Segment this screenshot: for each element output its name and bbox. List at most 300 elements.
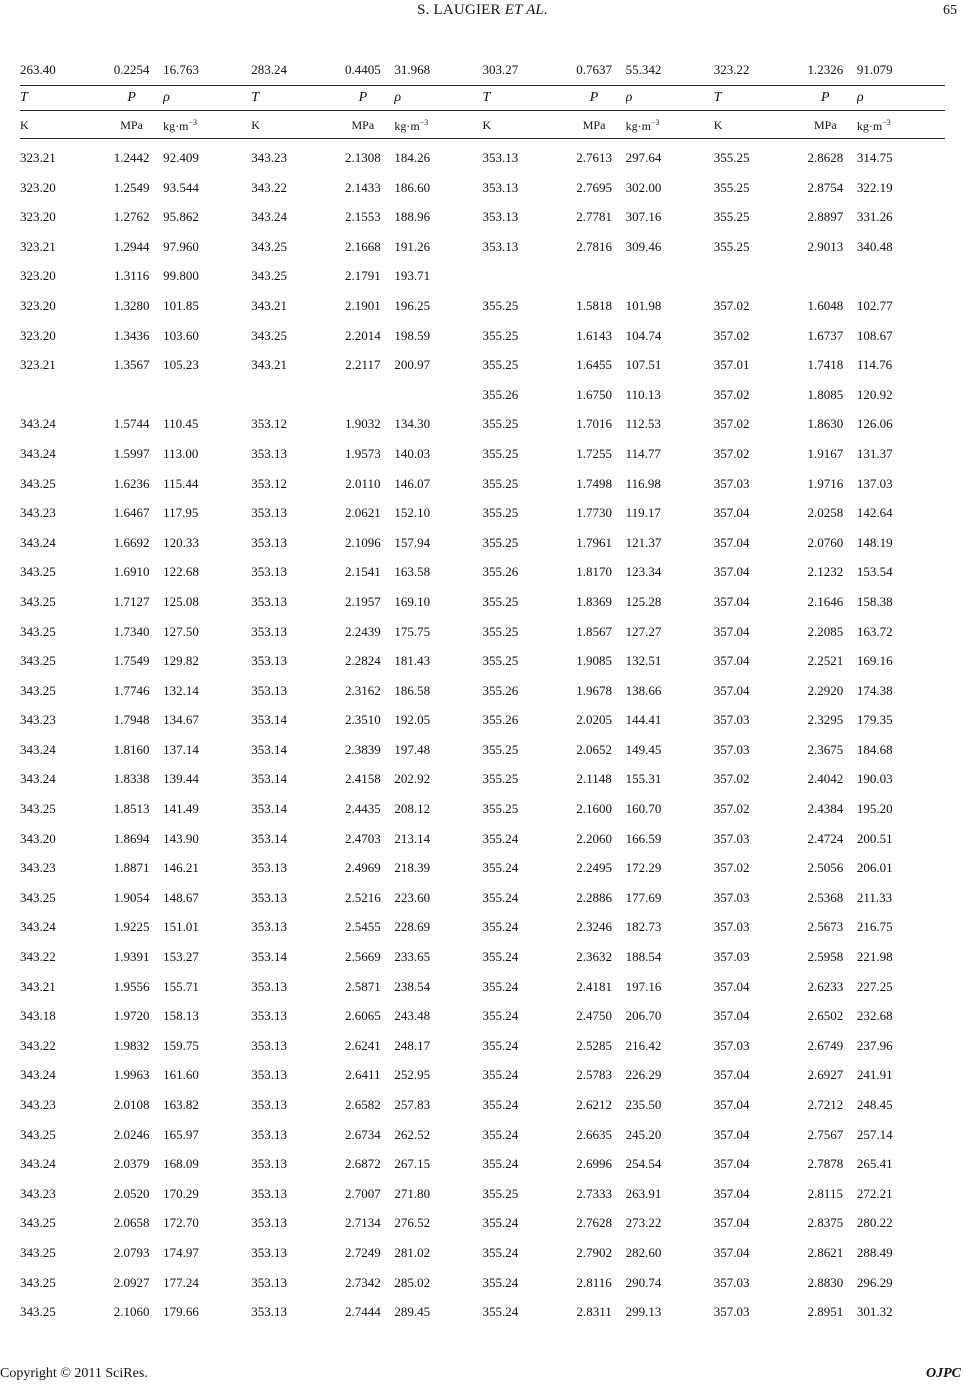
table-cell: 355.26 (482, 564, 519, 580)
table-cell: 2.2495 (576, 860, 612, 876)
table-cell: 107.51 (625, 357, 662, 373)
table-cell: 2.1957 (344, 593, 381, 609)
table-cell: 138.66 (625, 682, 662, 698)
table-row (20, 1297, 945, 1327)
symbol-header-row (20, 86, 945, 111)
table-cell: 1.8160 (113, 741, 150, 757)
table-cell: 2.8951 (807, 1304, 844, 1320)
table-cell: 357.04 (713, 1156, 750, 1172)
table-cell: 343.23 (20, 505, 56, 521)
table-row (20, 853, 945, 883)
table-cell: 343.25 (20, 653, 56, 669)
table-cell: 2.2886 (576, 889, 612, 905)
column-unit (482, 111, 562, 139)
column-unit (794, 111, 857, 139)
table-cell: 114.77 (625, 445, 661, 461)
table-cell: 144.41 (625, 712, 662, 728)
table-cell: 343.24 (20, 919, 56, 935)
table-cell: 151.01 (163, 919, 199, 935)
table-cell: 323.20 (20, 209, 56, 225)
table-cell: 161.60 (163, 1067, 199, 1083)
table-cell: 2.5673 (807, 919, 844, 935)
table-cell: 172.70 (163, 1215, 199, 1231)
table-cell: 355.26 (482, 682, 519, 698)
table-cell: 2.0379 (113, 1156, 150, 1172)
table-cell: 153.54 (856, 564, 893, 580)
table-cell: 188.54 (625, 949, 662, 965)
table-cell: 301.32 (856, 1304, 893, 1320)
table-cell: 263.40 (20, 62, 56, 77)
table-cell: 288.49 (856, 1244, 893, 1260)
table-cell (20, 380, 100, 410)
table-cell: 122.68 (163, 564, 199, 580)
table-cell: 357.04 (713, 978, 750, 994)
table-cell: 114.76 (856, 357, 893, 373)
column-symbol: T (251, 86, 331, 111)
table-cell: 101.85 (163, 297, 199, 313)
page-footer (0, 1364, 965, 1386)
table-cell: 168.09 (163, 1156, 199, 1172)
table-cell: 357.02 (713, 445, 750, 461)
table-row (20, 912, 945, 942)
table-cell: 273.22 (625, 1215, 662, 1231)
unit-label: kg·m (163, 119, 189, 133)
table-cell: 309.46 (625, 238, 662, 254)
table-cell: 2.7878 (807, 1156, 844, 1172)
table-cell: 0.7637 (576, 62, 612, 77)
table-cell: 179.66 (163, 1304, 199, 1320)
table-cell: 2.0205 (576, 712, 612, 728)
table-cell: 2.6927 (807, 1067, 844, 1083)
table-cell: 357.03 (713, 830, 750, 846)
table-cell: 186.60 (394, 179, 431, 195)
table-cell: 353.13 (482, 179, 519, 195)
table-row (20, 498, 945, 528)
table-cell: 2.1901 (344, 297, 381, 313)
column-symbol: T (20, 86, 100, 111)
table-row (20, 350, 945, 380)
table-cell: 208.12 (394, 801, 431, 817)
table-cell: 237.96 (856, 1037, 893, 1053)
table-cell: 353.13 (251, 1215, 287, 1231)
table-cell: 353.13 (251, 1244, 287, 1260)
table-cell: 357.04 (713, 1244, 750, 1260)
table-cell: 2.7628 (576, 1215, 612, 1231)
table-cell: 227.25 (856, 978, 893, 994)
table-cell: 146.21 (163, 860, 199, 876)
table-cell (626, 261, 714, 291)
table-cell: 2.2824 (344, 653, 381, 669)
table-cell: 355.24 (482, 1067, 519, 1083)
table-cell: 355.25 (482, 771, 519, 787)
table-cell: 343.25 (251, 238, 287, 254)
table-cell: 2.2085 (807, 623, 844, 639)
table-cell: 186.58 (394, 682, 431, 698)
table-row (20, 942, 945, 972)
table-cell: 343.24 (20, 771, 56, 787)
table-cell: 2.0927 (113, 1274, 150, 1290)
table-cell: 323.21 (20, 150, 56, 165)
table-cell: 2.7695 (576, 179, 612, 195)
running-head-etal: ET AL. (504, 2, 548, 18)
table-cell: 355.24 (482, 830, 519, 846)
table-cell: 1.7016 (576, 416, 612, 432)
table-cell: 2.2439 (344, 623, 381, 639)
table-cell: 92.409 (163, 150, 199, 165)
table-cell: 355.25 (482, 801, 519, 817)
table-row (20, 202, 945, 232)
table-cell: 184.26 (394, 150, 431, 165)
table-cell: 343.23 (251, 150, 287, 165)
table-cell: 357.02 (713, 860, 750, 876)
page-header (0, 0, 965, 30)
table-cell: 2.4703 (344, 830, 381, 846)
table-cell: 121.37 (625, 534, 662, 550)
table-cell: 357.03 (713, 712, 750, 728)
table-cell: 357.04 (713, 593, 750, 609)
table-cell: 174.97 (163, 1244, 199, 1260)
table-cell (331, 380, 394, 410)
table-cell: 115.44 (163, 475, 199, 491)
table-cell: 271.80 (394, 1185, 431, 1201)
table-cell: 355.24 (482, 1274, 519, 1290)
table-cell: 241.91 (856, 1067, 893, 1083)
table-cell: 296.29 (856, 1274, 893, 1290)
table-cell: 1.9391 (113, 949, 150, 965)
table-cell: 267.15 (394, 1156, 431, 1172)
table-cell: 125.08 (163, 593, 199, 609)
table-cell: 353.13 (251, 445, 287, 461)
journal-abbreviation: OJPC (926, 1366, 961, 1381)
table-cell: 104.74 (625, 327, 662, 343)
table-row (20, 232, 945, 262)
table-cell: 1.3567 (113, 357, 150, 373)
table-row (20, 173, 945, 203)
table-cell: 1.3280 (113, 297, 150, 313)
table-cell: 1.9720 (113, 1008, 150, 1024)
table-cell: 197.48 (394, 741, 431, 757)
table-cell: 216.42 (625, 1037, 662, 1053)
table-cell: 1.8694 (113, 830, 150, 846)
table-row (20, 587, 945, 617)
table-cell: 91.079 (856, 62, 893, 77)
table-cell: 2.5871 (344, 978, 381, 994)
table-cell: 2.4750 (576, 1008, 612, 1024)
table-cell: 355.25 (713, 209, 750, 225)
table-cell: 343.23 (20, 712, 56, 728)
table-cell: 142.64 (856, 505, 893, 521)
unit-header-row (20, 111, 945, 139)
data-table (20, 55, 945, 1327)
table-cell: 200.51 (856, 830, 893, 846)
table-cell: 323.20 (20, 297, 56, 313)
table-cell (482, 261, 562, 291)
table-cell: 2.7134 (344, 1215, 381, 1231)
unit-label: K (713, 117, 723, 132)
column-unit (251, 111, 331, 139)
table-cell: 355.25 (482, 741, 519, 757)
table-cell: 1.8085 (807, 386, 844, 402)
table-cell: 357.04 (713, 1126, 750, 1142)
table-row (20, 139, 945, 173)
table-cell: 232.68 (856, 1008, 893, 1024)
unit-label: K (251, 117, 260, 132)
table-cell: 353.13 (251, 1274, 287, 1290)
table-cell: 343.24 (20, 445, 56, 461)
table-cell: 148.19 (856, 534, 893, 550)
table-cell: 179.35 (856, 712, 893, 728)
table-cell: 2.7613 (576, 150, 612, 165)
table-cell: 1.9678 (576, 682, 612, 698)
table-cell: 355.25 (482, 416, 519, 432)
table-cell: 281.02 (394, 1244, 431, 1260)
table-cell: 353.13 (251, 889, 287, 905)
table-cell: 1.6467 (113, 505, 150, 521)
table-cell: 2.5669 (344, 949, 381, 965)
table-cell: 1.7948 (113, 712, 150, 728)
table-cell: 357.04 (713, 1008, 750, 1024)
table-cell: 2.6635 (576, 1126, 612, 1142)
table-row (20, 972, 945, 1002)
table-cell: 2.4435 (344, 801, 381, 817)
table-cell: 353.13 (251, 1067, 287, 1083)
table-cell: 355.24 (482, 919, 519, 935)
table-cell: 148.67 (163, 889, 199, 905)
table-cell: 2.4384 (807, 801, 844, 817)
table-cell: 340.48 (856, 238, 893, 254)
table-cell: 355.25 (713, 179, 750, 195)
table-cell: 1.3116 (113, 268, 150, 284)
table-cell: 343.21 (251, 297, 287, 313)
table-cell: 2.3295 (807, 712, 844, 728)
table-cell: 2.7333 (576, 1185, 612, 1201)
table-cell: 353.13 (251, 653, 287, 669)
table-cell: 155.31 (625, 771, 662, 787)
table-cell: 2.8628 (807, 150, 844, 165)
table-cell: 228.69 (394, 919, 431, 935)
table-cell: 1.9225 (113, 919, 150, 935)
table-cell: 110.45 (163, 416, 199, 432)
table-cell: 254.54 (625, 1156, 662, 1172)
column-unit (394, 111, 482, 139)
unit-exponent: −3 (419, 118, 429, 127)
table-cell: 257.14 (856, 1126, 893, 1142)
table-cell: 343.23 (20, 1185, 56, 1201)
copyright-notice: Copyright © 2011 SciRes. (0, 1366, 148, 1381)
table-cell: 2.5455 (344, 919, 381, 935)
column-unit (563, 111, 626, 139)
table-cell: 357.02 (713, 327, 750, 343)
table-cell: 353.14 (251, 949, 287, 965)
table-cell: 2.0760 (807, 534, 844, 550)
column-symbol: ρ (626, 86, 714, 111)
table-cell: 2.2920 (807, 682, 844, 698)
table-cell: 2.1791 (344, 268, 381, 284)
table-cell: 55.342 (625, 62, 662, 77)
table-cell: 140.03 (394, 445, 431, 461)
table-cell: 353.13 (482, 150, 519, 165)
table-cell: 112.53 (625, 416, 661, 432)
table-cell: 263.91 (625, 1185, 662, 1201)
column-unit (626, 111, 714, 139)
table-cell: 2.0658 (113, 1215, 150, 1231)
table-cell: 160.70 (625, 801, 662, 817)
table-cell: 2.1541 (344, 564, 381, 580)
table-cell: 2.2117 (345, 357, 381, 373)
table-cell: 172.29 (625, 860, 662, 876)
table-cell: 343.25 (20, 475, 56, 491)
table-cell: 357.03 (713, 889, 750, 905)
table-cell: 357.02 (713, 801, 750, 817)
table-cell: 357.04 (713, 1185, 750, 1201)
unit-exponent: −3 (650, 118, 660, 127)
table-cell: 191.26 (394, 238, 431, 254)
table-cell: 119.17 (625, 505, 661, 521)
table-cell: 226.29 (625, 1067, 662, 1083)
table-cell: 1.7961 (576, 534, 612, 550)
table-row (20, 705, 945, 735)
table-cell: 280.22 (856, 1215, 893, 1231)
table-cell: 113.00 (163, 445, 199, 461)
table-cell: 143.90 (163, 830, 199, 846)
table-cell: 323.20 (20, 268, 56, 284)
table-cell: 2.4724 (807, 830, 844, 846)
table-cell: 355.24 (482, 1037, 519, 1053)
table-cell: 149.45 (625, 741, 662, 757)
table-cell: 1.6048 (807, 297, 844, 313)
table-cell: 353.13 (251, 593, 287, 609)
table-cell (857, 261, 945, 291)
table-cell: 1.7127 (113, 593, 150, 609)
table-cell: 132.14 (163, 682, 199, 698)
table-cell (163, 380, 251, 410)
table-cell: 343.25 (20, 593, 56, 609)
table-cell: 353.13 (482, 209, 519, 225)
table-cell: 297.64 (625, 150, 662, 165)
table-cell: 202.92 (394, 771, 431, 787)
table-cell: 343.22 (251, 179, 287, 195)
table-cell: 343.24 (20, 534, 56, 550)
table-cell: 131.37 (856, 445, 893, 461)
table-cell: 132.51 (625, 653, 662, 669)
table-cell: 290.74 (625, 1274, 662, 1290)
table-cell: 158.38 (856, 593, 893, 609)
table-cell: 272.21 (856, 1185, 893, 1201)
table-cell: 155.71 (163, 978, 199, 994)
table-cell: 1.2442 (113, 150, 150, 165)
table-cell: 343.25 (251, 268, 287, 284)
table-cell: 169.10 (394, 593, 431, 609)
table-cell: 1.8369 (576, 593, 612, 609)
table-cell: 200.97 (394, 357, 431, 373)
table-cell: 2.1308 (344, 150, 381, 165)
table-row (20, 824, 945, 854)
table-cell: 299.13 (625, 1304, 662, 1320)
table-cell: 1.6692 (113, 534, 150, 550)
table-cell: 331.26 (856, 209, 893, 225)
table-cell: 357.02 (713, 386, 750, 402)
table-cell: 355.24 (482, 889, 519, 905)
table-cell: 243.48 (394, 1008, 431, 1024)
table-cell: 1.8170 (576, 564, 612, 580)
table-row (20, 1238, 945, 1268)
table-cell: 2.7902 (576, 1244, 612, 1260)
table-cell: 343.24 (20, 1156, 56, 1172)
table-cell: 357.03 (713, 475, 750, 491)
table-cell: 127.27 (625, 623, 662, 639)
column-symbol: P (794, 86, 857, 111)
table-cell: 213.14 (394, 830, 431, 846)
table-cell: 2.0108 (113, 1097, 150, 1112)
table-cell: 2.0520 (113, 1185, 150, 1201)
column-symbol: P (331, 86, 394, 111)
table-cell: 2.8116 (576, 1274, 612, 1290)
table-row (20, 557, 945, 587)
table-cell: 343.25 (20, 682, 56, 698)
table-cell: 2.5285 (576, 1037, 612, 1053)
table-cell: 159.75 (163, 1037, 199, 1053)
table-cell: 2.1060 (113, 1304, 150, 1320)
table-cell: 16.763 (163, 62, 199, 77)
table-cell: 355.25 (713, 150, 750, 165)
table-row (20, 764, 945, 794)
column-unit (857, 111, 945, 139)
table-cell: 2.4042 (807, 771, 844, 787)
table-cell: 153.27 (163, 949, 199, 965)
table-cell: 355.24 (482, 860, 519, 876)
table-cell: 1.9556 (113, 978, 150, 994)
table-cell: 2.1148 (576, 771, 612, 787)
table-cell: 2.8754 (807, 179, 844, 195)
table-cell: 1.8567 (576, 623, 612, 639)
table-cell: 1.5818 (576, 297, 612, 313)
table-cell: 357.04 (713, 564, 750, 580)
table-cell: 343.21 (20, 978, 56, 994)
table-cell: 163.82 (163, 1097, 199, 1112)
table-cell: 323.21 (20, 238, 56, 254)
table-cell: 97.960 (163, 238, 199, 254)
table-cell: 1.8630 (807, 416, 844, 432)
table-cell: 282.60 (625, 1244, 662, 1260)
table-cell: 2.0652 (576, 741, 612, 757)
table-cell: 357.02 (713, 771, 750, 787)
table-cell: 1.9167 (807, 445, 844, 461)
table-cell (794, 261, 857, 291)
table-cell: 355.25 (482, 357, 519, 373)
column-unit (714, 111, 794, 139)
table-cell: 181.43 (394, 653, 431, 669)
table-cell: 355.24 (482, 978, 519, 994)
table-cell: 303.27 (482, 62, 519, 77)
unit-label: MPa (582, 117, 606, 132)
table-cell: 357.03 (713, 1304, 750, 1320)
table-cell: 343.25 (20, 1304, 56, 1320)
table-cell: 2.6749 (807, 1037, 844, 1053)
table-cell: 165.97 (163, 1126, 199, 1142)
table-cell: 137.14 (163, 741, 199, 757)
table-cell: 353.13 (251, 1304, 287, 1320)
table-row (20, 883, 945, 913)
column-symbol: ρ (857, 86, 945, 111)
table-cell: 343.25 (20, 801, 56, 817)
table-cell: 141.49 (163, 801, 199, 817)
table-cell: 233.65 (394, 949, 431, 965)
table-cell: 2.1646 (807, 593, 844, 609)
table-cell: 353.13 (251, 1008, 287, 1024)
table-cell: 2.5783 (576, 1067, 612, 1083)
table-cell: 283.24 (251, 62, 287, 77)
table-cell: 2.1600 (576, 801, 612, 817)
